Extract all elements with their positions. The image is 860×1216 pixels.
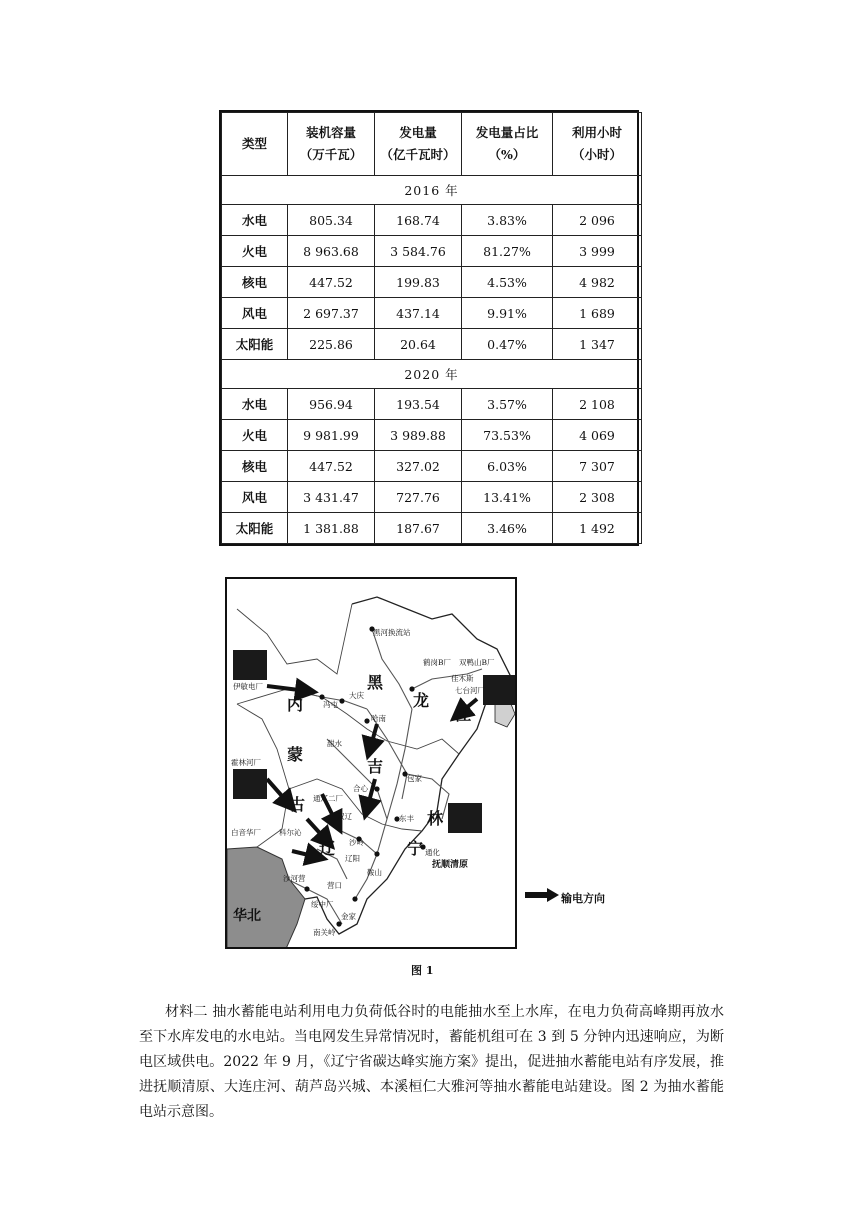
place-label: 鹤岗B厂 [423,658,452,667]
place-label: 合心 [353,784,368,793]
header-share: 发电量占比 （%） [462,113,553,176]
header-capacity: 装机容量 （万千瓦） [288,113,375,176]
power-plant-icon [233,769,267,799]
table-row: 核电 447.52 199.83 4.53% 4 982 [222,267,642,298]
year-row-2016: 2016 年 [222,176,642,205]
table-header-row [222,113,642,176]
north-china-region [227,847,305,949]
place-label: 科尔沁 [279,828,302,837]
material-two-paragraph: 材料二 抽水蓄能电站利用电力负荷低谷时的电能抽水至上水库，在电力负荷高峰期再放水至下水库发电的水电站。当电网发生异常情况时，蓄能机组可在 3 到 5 分钟内迅速响应，为断电区域供电。2022 年 9 月，《辽宁省碳达峰实施方案》提出，促进抽水蓄能电站有序发展，推进抚顺清原、大连庄河、葫芦岛兴城、本溪桓仁大雅河等抽水蓄能电站建设。图 2 为抽水蓄能电站示意图。 [139,1004,724,1120]
region-label: 林 [427,809,444,828]
region-label: 内 [287,695,304,714]
place-label-fushun-qingyuan: 抚顺清原 [432,860,469,870]
place-label: 甜水 [327,739,342,748]
table-row: 风电 2 697.37 437.14 9.91% 1 689 [222,298,642,329]
place-label: 双辽 [337,812,352,821]
header-type: 类型 [222,113,288,176]
table-row: 水电 956.94 193.54 3.57% 2 108 [222,389,642,420]
place-label: 营口 [327,881,342,890]
region-label: 黑 [367,673,384,692]
place-label: 金家 [341,912,356,921]
place-label: 双鸭山B厂 [459,658,495,667]
region-label: 古 [289,795,306,814]
place-label: 冯屯 [323,700,338,709]
legend-arrow-icon [525,888,559,902]
place-label: 辽阳 [345,854,360,863]
place-label: 七台河厂 [455,686,485,695]
year-row-2020: 2020 年 [222,360,642,389]
power-plant-icon [448,803,482,833]
table-row: 太阳能 225.86 20.64 0.47% 1 347 [222,329,642,360]
place-label: 通辽二厂 [313,794,343,803]
table-row: 风电 3 431.47 727.76 13.41% 2 308 [222,482,642,513]
table-row: 火电 9 981.99 3 989.88 73.53% 4 069 [222,420,642,451]
region-label-north-china: 华北 [233,908,261,924]
place-label: 佳木斯 [451,674,474,683]
place-label: 包家 [407,774,422,783]
legend-label: 输电方向 [561,892,605,905]
place-label: 东丰 [399,814,414,823]
header-hours: 利用小时 （小时） [553,113,642,176]
place-label: 霍林河厂 [231,758,261,767]
power-plant-icon [233,650,267,680]
region-label: 宁 [407,839,424,858]
table-row: 火电 8 963.68 3 584.76 81.27% 3 999 [222,236,642,267]
place-label: 鞍山 [367,868,382,877]
place-label: 通化 [425,848,440,857]
power-generation-table [219,110,639,546]
figure-caption: 图 1 [411,964,434,977]
place-label: 南关岭 [313,928,336,937]
place-label: 哈南 [371,714,386,723]
region-label: 江 [455,705,472,724]
place-label: 沙河营 [283,874,306,883]
table-row: 核电 447.52 327.02 6.03% 7 307 [222,451,642,482]
power-grid-map [225,577,517,949]
place-label: 黑河换流站 [373,628,411,637]
region-label: 龙 [413,691,430,710]
region-label: 辽 [319,839,336,858]
table-row: 水电 805.34 168.74 3.83% 2 096 [222,205,642,236]
place-label: 沙岭 [349,838,364,847]
region-label: 蒙 [287,745,304,764]
power-plant-icon [483,675,517,705]
table-row: 太阳能 1 381.88 187.67 3.46% 1 492 [222,513,642,544]
place-label: 伊敏电厂 [233,682,263,691]
place-label: 白音华厂 [231,828,261,837]
place-label: 绥中厂 [311,900,334,909]
region-label: 吉 [367,757,384,776]
header-generation: 发电量 （亿千瓦时） [375,113,462,176]
place-label: 大庆 [349,691,364,700]
